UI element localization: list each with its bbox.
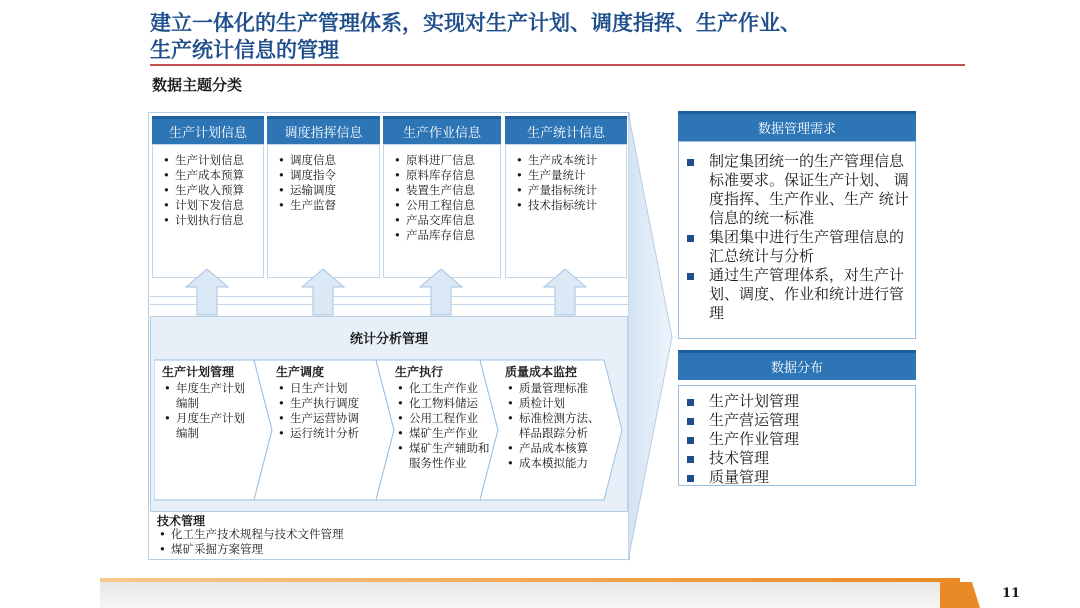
tech-management-title: 技术管理 <box>157 514 206 528</box>
list-item: • 煤矿生产作业 <box>395 426 491 441</box>
list-item: • 日生产计划 <box>276 381 384 396</box>
up-arrow-icon <box>543 268 587 316</box>
plan-info-list <box>161 153 257 228</box>
list-item: • 调度信息 <box>276 153 373 168</box>
list-item: • 成本模拟能力 <box>505 456 609 471</box>
list-item: 生产作业管理 <box>679 430 915 449</box>
list-item: • 产品库存信息 <box>392 228 494 243</box>
page-number: 11 <box>1002 586 1021 601</box>
list-item: • 计划下发信息 <box>161 198 257 213</box>
chevron-title: 质量成本监控 <box>505 365 578 379</box>
chevron-list <box>395 381 491 471</box>
statistics-info-list <box>514 153 620 213</box>
chevron-list <box>505 381 609 471</box>
title-divider <box>150 64 965 66</box>
list-item: • 产品成本核算 <box>505 441 609 456</box>
list-item: • 公用工程作业 <box>395 411 491 426</box>
column-box-operation <box>383 144 501 278</box>
up-arrow-icon <box>419 268 463 316</box>
tech-management-list <box>157 527 344 557</box>
list-item: • 公用工程信息 <box>392 198 494 213</box>
operation-info-list <box>392 153 494 243</box>
statistics-analysis-title: 统计分析管理 <box>349 332 428 347</box>
list-item: 生产营运管理 <box>679 411 915 430</box>
chevron-list <box>276 381 384 441</box>
list-item: • 标准检测方法、样品跟踪分析 <box>505 411 609 441</box>
title-line-1: 建立一体化的生产管理体系，实现对生产计划、调度指挥、生产作业、 <box>150 11 801 35</box>
chevron-dispatch <box>276 365 384 441</box>
column-header-plan: 生产计划信息 <box>152 116 264 144</box>
up-arrow-icon <box>301 268 345 316</box>
list-item: 技术管理 <box>679 449 915 468</box>
list-item: • 运行统计分析 <box>276 426 384 441</box>
chevron-title: 生产执行 <box>395 365 444 379</box>
data-requirements-header: 数据管理需求 <box>678 111 916 141</box>
list-item: 生产计划管理 <box>679 392 915 411</box>
chevron-quality-cost <box>505 365 609 471</box>
list-item: 制定集团统一的生产管理信息标准要求。保证生产计划、 调度指挥、生产作业、生产 统计信息的统一标准 <box>679 152 915 228</box>
flow-arrow-icon <box>628 112 674 562</box>
requirements-list <box>679 152 915 323</box>
up-arrow-icon <box>185 268 229 316</box>
column-header-statistics: 生产统计信息 <box>505 116 627 144</box>
list-item: • 生产收入预算 <box>161 183 257 198</box>
list-item: • 装置生产信息 <box>392 183 494 198</box>
list-item: • 煤矿采掘方案管理 <box>157 542 344 557</box>
list-item: • 生产成本预算 <box>161 168 257 183</box>
column-box-dispatch <box>267 144 380 278</box>
column-header-operation: 生产作业信息 <box>383 116 501 144</box>
list-item: • 产量指标统计 <box>514 183 620 198</box>
list-item: • 年度生产计划编制 <box>162 381 254 411</box>
list-item: • 生产运营协调 <box>276 411 384 426</box>
data-distribution-box <box>678 385 916 486</box>
list-item: • 质检计划 <box>505 396 609 411</box>
distribution-list <box>679 392 915 487</box>
list-item: • 生产执行调度 <box>276 396 384 411</box>
column-header-dispatch: 调度指挥信息 <box>267 116 380 144</box>
list-item: • 质量管理标准 <box>505 381 609 396</box>
column-box-plan <box>152 144 264 278</box>
data-distribution-header: 数据分布 <box>678 350 916 380</box>
data-requirements-box <box>678 141 916 339</box>
list-item: • 化工生产技术规程与技术文件管理 <box>157 527 344 542</box>
list-item: • 运输调度 <box>276 183 373 198</box>
list-item: • 生产量统计 <box>514 168 620 183</box>
footer-band <box>100 574 980 608</box>
list-item: • 化工生产作业 <box>395 381 491 396</box>
chevron-plan-management <box>162 365 254 441</box>
list-item: • 生产成本统计 <box>514 153 620 168</box>
list-item: • 调度指令 <box>276 168 373 183</box>
list-item: • 煤矿生产辅助和服务性作业 <box>395 441 491 471</box>
list-item: • 产品交库信息 <box>392 213 494 228</box>
chevron-title: 生产计划管理 <box>162 365 235 379</box>
title-line-2: 生产统计信息的管理 <box>150 38 339 62</box>
section-title: 数据主题分类 <box>152 76 243 94</box>
list-item: • 生产监督 <box>276 198 373 213</box>
list-item: • 原料库存信息 <box>392 168 494 183</box>
page-title <box>150 10 1010 64</box>
chevron-list <box>162 381 254 441</box>
list-item: • 生产计划信息 <box>161 153 257 168</box>
list-item: 质量管理 <box>679 468 915 487</box>
list-item: • 原料进厂信息 <box>392 153 494 168</box>
list-item: 集团集中进行生产管理信息的汇总统计与分析 <box>679 228 915 266</box>
dispatch-info-list <box>276 153 373 213</box>
list-item: 通过生产管理体系，对生产计划、调度、作业和统计进行管理 <box>679 266 915 323</box>
list-item: • 月度生产计划编制 <box>162 411 254 441</box>
column-box-statistics <box>505 144 627 278</box>
list-item: • 计划执行信息 <box>161 213 257 228</box>
list-item: • 技术指标统计 <box>514 198 620 213</box>
chevron-title: 生产调度 <box>276 365 325 379</box>
chevron-execution <box>395 365 491 471</box>
list-item: • 化工物料储运 <box>395 396 491 411</box>
